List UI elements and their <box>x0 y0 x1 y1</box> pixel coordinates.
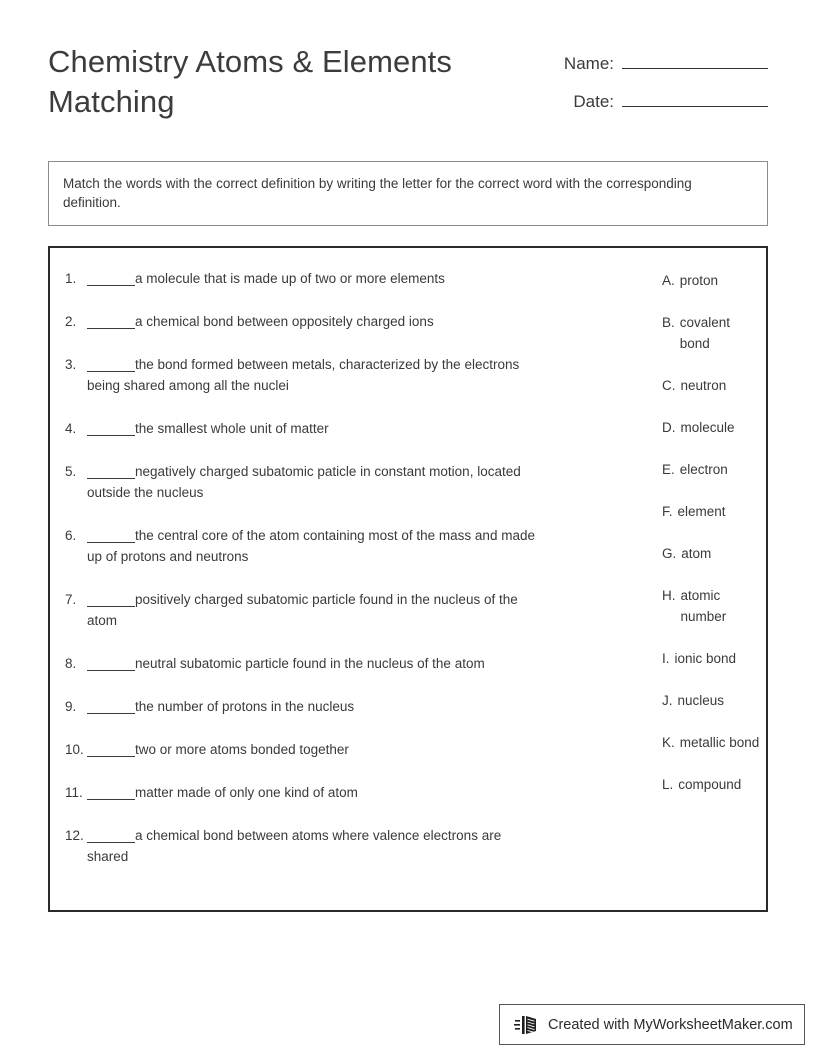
definition-item <box>65 739 535 760</box>
definition-body <box>87 782 535 803</box>
definition-number: 6. <box>65 528 77 543</box>
word-bank-letter: L. <box>662 777 674 792</box>
definition-body <box>87 268 535 289</box>
word-bank-item <box>662 501 762 522</box>
word-bank-item <box>662 690 762 711</box>
definition-item <box>65 354 535 396</box>
definition-text: a chemical bond between atoms where valence electrons are shared <box>87 828 502 864</box>
word-bank-letter: G. <box>662 546 677 561</box>
word-bank-letter: B. <box>662 315 675 330</box>
answer-blank[interactable] <box>87 713 135 714</box>
name-row <box>552 50 768 88</box>
word-bank-letter: D. <box>662 420 676 435</box>
definition-body <box>87 739 535 760</box>
date-row <box>552 88 768 126</box>
definition-text: a molecule that is made up of two or more elements <box>135 271 445 286</box>
definition-body <box>87 696 535 717</box>
word-bank-letter: I. <box>662 651 670 666</box>
definition-number: 9. <box>65 699 77 714</box>
definition-number: 5. <box>65 464 77 479</box>
date-label: Date: <box>573 92 614 111</box>
word-bank-item <box>662 459 762 480</box>
name-input-line[interactable] <box>622 50 768 69</box>
word-bank-item <box>662 417 762 438</box>
definition-text: a chemical bond between oppositely charged ions <box>135 314 434 329</box>
definition-item <box>65 418 535 439</box>
definition-number: 3. <box>65 357 77 372</box>
definition-item <box>65 311 535 332</box>
definition-item <box>65 461 535 503</box>
definition-number: 10. <box>65 742 84 757</box>
word-bank-item <box>662 375 762 396</box>
definition-item <box>65 589 535 631</box>
answer-blank[interactable] <box>87 756 135 757</box>
definition-text: neutral subatomic particle found in the nucleus of the atom <box>135 656 485 671</box>
word-bank-list <box>662 270 762 816</box>
word-bank-word: atom <box>681 546 712 561</box>
definition-item <box>65 782 535 803</box>
definition-text: the bond formed between metals, characterized by the electrons being shared among all the nuclei <box>87 357 520 393</box>
word-bank-letter: C. <box>662 378 676 393</box>
word-bank-word: neutron <box>680 378 727 393</box>
word-bank-letter: A. <box>662 273 675 288</box>
name-label: Name: <box>563 54 614 73</box>
word-bank-item <box>662 585 762 627</box>
answer-blank[interactable] <box>87 328 135 329</box>
word-bank-word: electron <box>679 462 728 477</box>
definition-text: the central core of the atom containing most of the mass and made up of protons and neutrons <box>87 528 535 564</box>
answer-blank[interactable] <box>87 478 135 479</box>
word-bank-item <box>662 543 762 564</box>
definition-body <box>87 354 535 396</box>
word-bank-word: ionic bond <box>674 651 737 666</box>
definition-item <box>65 525 535 567</box>
definition-body <box>87 418 535 439</box>
definition-item <box>65 825 535 867</box>
word-bank-word: element <box>677 504 726 519</box>
definition-text: matter made of only one kind of atom <box>135 785 358 800</box>
worksheet-maker-logo-icon <box>514 1013 540 1037</box>
answer-blank[interactable] <box>87 842 135 843</box>
matching-exercise-box <box>48 246 768 912</box>
definition-number: 2. <box>65 314 77 329</box>
answer-blank[interactable] <box>87 799 135 800</box>
word-bank-word: compound <box>678 777 742 792</box>
word-bank-letter: F. <box>662 504 673 519</box>
instructions-box <box>48 161 768 226</box>
word-bank-word: covalent bond <box>679 315 731 351</box>
word-bank-item <box>662 732 762 753</box>
word-bank-letter: J. <box>662 693 673 708</box>
definition-item <box>65 653 535 674</box>
definition-text: the number of protons in the nucleus <box>135 699 355 714</box>
definition-body <box>87 525 535 567</box>
definition-text: the smallest whole unit of matter <box>135 421 329 436</box>
word-bank-letter: K. <box>662 735 675 750</box>
word-bank-item <box>662 270 762 291</box>
definition-item <box>65 696 535 717</box>
word-bank-item <box>662 648 762 669</box>
page-title: Chemistry Atoms & Elements Matching <box>48 44 452 119</box>
definition-number: 8. <box>65 656 77 671</box>
definition-text: negatively charged subatomic paticle in constant motion, located outside the nucleus <box>87 464 521 500</box>
definition-number: 4. <box>65 421 77 436</box>
definition-text: two or more atoms bonded together <box>135 742 349 757</box>
answer-blank[interactable] <box>87 542 135 543</box>
name-date-block <box>552 50 768 126</box>
word-bank-item <box>662 312 762 354</box>
answer-blank[interactable] <box>87 371 135 372</box>
answer-blank[interactable] <box>87 670 135 671</box>
definition-body <box>87 825 535 867</box>
word-bank-word: proton <box>679 273 719 288</box>
footer-badge-text: Created with MyWorksheetMaker.com <box>548 1016 793 1033</box>
definition-body <box>87 311 535 332</box>
word-bank-word: molecule <box>680 420 735 435</box>
definition-text: positively charged subatomic particle found in the nucleus of the atom <box>87 592 518 628</box>
definition-number: 7. <box>65 592 77 607</box>
definitions-list <box>65 268 535 889</box>
word-bank-letter: E. <box>662 462 675 477</box>
definition-body <box>87 461 535 503</box>
word-bank-item <box>662 774 762 795</box>
definition-item <box>65 268 535 289</box>
answer-blank[interactable] <box>87 285 135 286</box>
definition-body <box>87 589 535 631</box>
word-bank-letter: H. <box>662 588 676 603</box>
definition-number: 1. <box>65 271 77 286</box>
definition-number: 11. <box>65 785 83 800</box>
definition-body <box>87 653 535 674</box>
word-bank-word: metallic bond <box>679 735 760 750</box>
instructions-text: Match the words with the correct definition by writing the letter for the correct word with the corresponding definition. <box>63 176 692 210</box>
word-bank-word: atomic number <box>680 588 727 624</box>
answer-blank[interactable] <box>87 606 135 607</box>
word-bank-word: nucleus <box>677 693 725 708</box>
answer-blank[interactable] <box>87 435 135 436</box>
worksheet-header <box>48 42 768 126</box>
footer-attribution-badge <box>499 1004 805 1045</box>
date-input-line[interactable] <box>622 88 768 107</box>
definition-number: 12. <box>65 828 84 843</box>
